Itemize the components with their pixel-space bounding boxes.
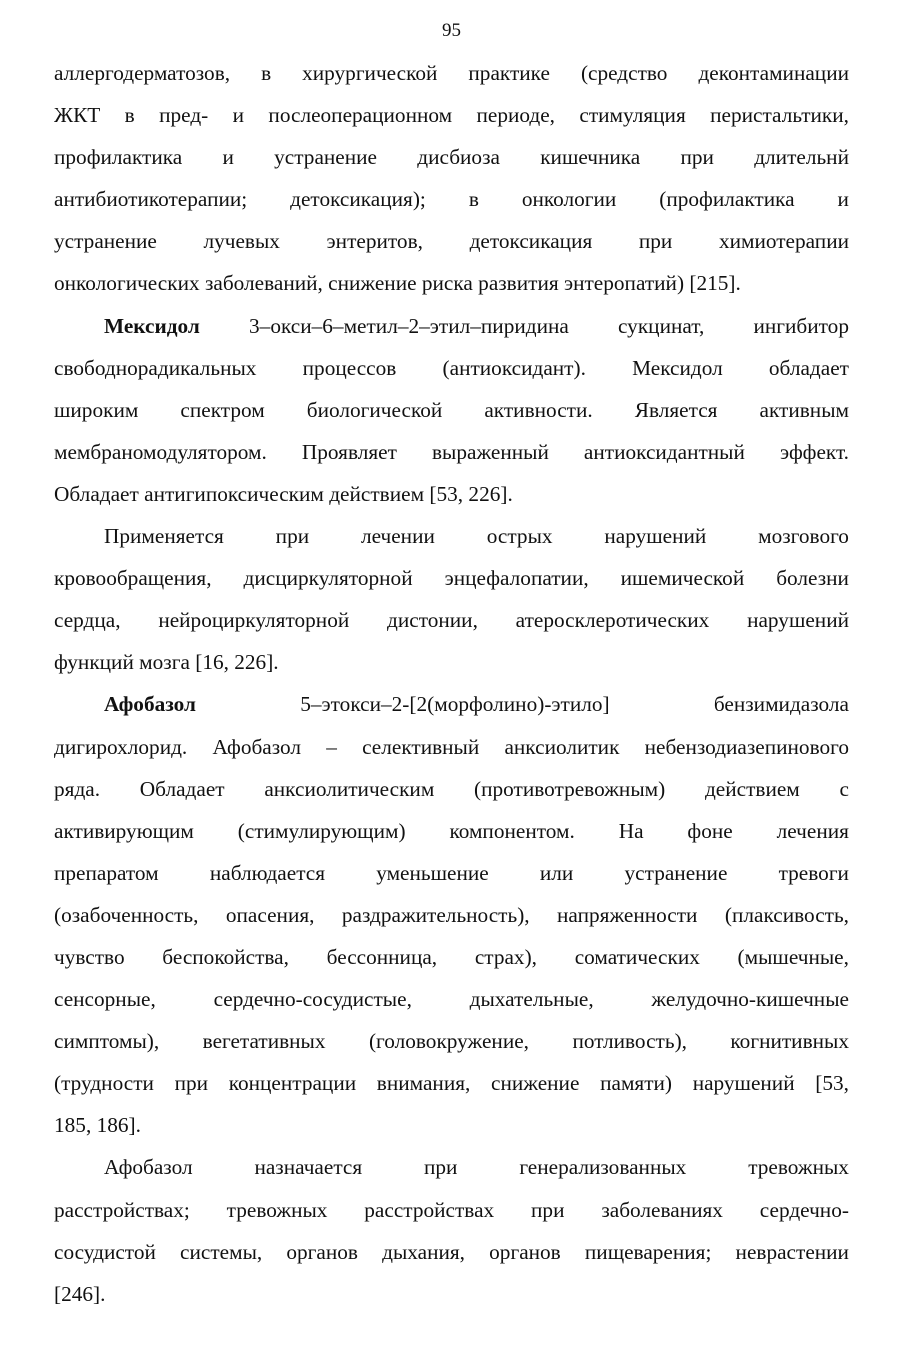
- word: активности.: [484, 397, 593, 422]
- word: длительнй: [754, 145, 849, 170]
- word: выраженный: [432, 439, 549, 464]
- word: острых: [486, 524, 553, 549]
- word: энцефалопатии,: [444, 566, 589, 591]
- text-line: [54, 347, 849, 389]
- word: чувство: [54, 944, 125, 969]
- text-line: [54, 852, 849, 894]
- text-line-last: онкологических заболеваний, снижение риска развития энтеропатий) [215].: [54, 271, 741, 296]
- word: расстройствах;: [54, 1197, 190, 1222]
- word: стимуляция: [579, 103, 686, 128]
- word: ингибитор: [753, 313, 849, 338]
- word: практике: [468, 61, 550, 85]
- text-line-heading: [54, 305, 849, 347]
- word: На: [618, 818, 644, 843]
- word: уменьшение: [376, 860, 489, 885]
- word: генерализованных: [519, 1155, 687, 1180]
- word: послеоперационном: [268, 103, 453, 128]
- word: тревожных: [748, 1155, 849, 1180]
- word: вегетативных: [202, 1029, 326, 1054]
- word: (мышечные,: [737, 944, 849, 969]
- text-line: [54, 178, 849, 220]
- word: Обладает: [139, 776, 225, 801]
- word: (стимулирующим): [237, 818, 406, 843]
- page-body: [54, 52, 849, 1315]
- paragraph-mexidol: [54, 305, 849, 515]
- word: внимания,: [376, 1071, 471, 1096]
- word: при: [174, 1071, 209, 1096]
- word: дистонии,: [387, 608, 478, 633]
- word: сосудистой: [54, 1239, 156, 1264]
- word: желудочно-кишечные: [651, 987, 849, 1012]
- word: и: [222, 145, 234, 170]
- text-line: [54, 557, 849, 599]
- drug-name-heading: Афобазол: [104, 692, 196, 717]
- text-line: [54, 1231, 849, 1273]
- word: анксиолитическим: [264, 776, 435, 801]
- word: болезни: [776, 566, 849, 591]
- word: Афобазол: [104, 1155, 193, 1180]
- text-line: [54, 1146, 849, 1188]
- word: анксиолитик: [504, 734, 620, 759]
- word: деконтаминации: [698, 61, 849, 85]
- word: лечения: [776, 818, 849, 843]
- word: назначается: [254, 1155, 363, 1180]
- text-line: [54, 52, 849, 94]
- word: тревоги: [778, 860, 849, 885]
- text-line: [54, 431, 849, 473]
- text-line: [54, 220, 849, 262]
- word: при: [680, 145, 714, 170]
- word: симптомы),: [54, 1029, 160, 1054]
- word: (озабоченность,: [54, 902, 199, 927]
- word: нарушений: [604, 524, 707, 549]
- word: активным: [759, 397, 849, 422]
- text-line-last: функций мозга [16, 226].: [54, 650, 279, 675]
- word: дигирохлорид.: [54, 734, 188, 759]
- word: (противотревожным): [474, 776, 666, 801]
- word: кишечника: [540, 145, 641, 170]
- word: Применяется: [104, 524, 224, 549]
- word: компонентом.: [449, 818, 575, 843]
- word: сукцинат,: [618, 313, 705, 338]
- word: широким: [54, 397, 139, 422]
- text-line: [54, 515, 849, 557]
- word: онкологии: [521, 187, 617, 212]
- word: нарушений: [747, 608, 849, 633]
- word: устранение: [274, 145, 377, 170]
- word: при: [275, 524, 310, 549]
- word: 3–окси–6–метил–2–этил–пиридина: [249, 313, 569, 338]
- word: органов: [489, 1239, 561, 1264]
- paragraph-afobazol: [54, 683, 849, 1146]
- word: сердца,: [54, 608, 121, 633]
- word: органов: [286, 1239, 358, 1264]
- word: памяти): [600, 1071, 673, 1096]
- word: системы,: [180, 1239, 263, 1264]
- text-line-last: [246].: [54, 1281, 106, 1306]
- word: концентрации: [228, 1071, 357, 1096]
- word: дыхательные,: [469, 987, 594, 1012]
- word: хирургической: [302, 61, 438, 85]
- word: напряженности: [557, 902, 698, 927]
- word: атеросклеротических: [515, 608, 710, 633]
- word: бензимидазола: [713, 692, 849, 717]
- word: и: [232, 103, 245, 128]
- word: и: [837, 187, 849, 212]
- word: периоде,: [476, 103, 556, 128]
- word: потливость),: [572, 1029, 687, 1054]
- word: страх),: [474, 944, 537, 969]
- word: дыхания,: [382, 1239, 465, 1264]
- text-line: [54, 1020, 849, 1062]
- word: соматических: [574, 944, 700, 969]
- word: 5–этокси–2-[2(морфолино)-этило]: [300, 692, 610, 717]
- word: сенсорные,: [54, 987, 156, 1012]
- text-line: [54, 94, 849, 136]
- word: детоксикация);: [290, 187, 426, 212]
- word: в: [124, 103, 135, 128]
- word: активирующим: [54, 818, 194, 843]
- word: заболеваниях: [601, 1197, 723, 1222]
- word: мозгового: [758, 524, 849, 549]
- word: (трудности: [54, 1071, 154, 1096]
- word: ряда.: [54, 776, 101, 801]
- word: профилактика: [54, 145, 183, 170]
- word: в: [468, 187, 479, 212]
- text-line: [54, 726, 849, 768]
- word: процессов: [302, 355, 397, 380]
- text-line: [54, 894, 849, 936]
- word: обладает: [768, 355, 849, 380]
- word: детоксикация: [469, 229, 593, 254]
- word: нарушений: [692, 1071, 795, 1096]
- word: пищеварения;: [584, 1239, 712, 1264]
- word: беспокойства,: [162, 944, 289, 969]
- word: энтеритов,: [326, 229, 423, 254]
- word: (головокружение,: [368, 1029, 529, 1054]
- word: дисциркуляторной: [243, 566, 413, 591]
- word: или: [539, 860, 574, 885]
- text-line: [54, 978, 849, 1020]
- word: антибиотикотерапии;: [54, 187, 248, 212]
- drug-name-heading: Мексидол: [104, 313, 200, 338]
- word: нейроциркуляторной: [158, 608, 350, 633]
- paragraph-intro: [54, 52, 849, 305]
- text-line: [54, 768, 849, 810]
- word: Афобазол: [212, 734, 302, 759]
- word: лучевых: [203, 229, 280, 254]
- word: [53,: [815, 1071, 849, 1096]
- word: свободнорадикальных: [54, 355, 257, 380]
- word: действием: [704, 776, 800, 801]
- word: при: [531, 1197, 565, 1222]
- word: мембраномодулятором.: [54, 439, 267, 464]
- word: спектром: [180, 397, 265, 422]
- text-line: [54, 1189, 849, 1231]
- text-line: [54, 599, 849, 641]
- text-line: [54, 810, 849, 852]
- word: ЖКТ: [54, 103, 101, 128]
- page-number: 95: [442, 20, 461, 41]
- word: опасения,: [225, 902, 315, 927]
- text-line-last: Обладает антигипоксическим действием [53, 226].: [54, 481, 513, 506]
- text-line: [54, 136, 849, 178]
- word: кровообращения,: [54, 566, 212, 591]
- text-line: [54, 1062, 849, 1104]
- word: тревожных: [226, 1197, 328, 1222]
- word: расстройствах: [364, 1197, 495, 1222]
- word: Является: [634, 397, 718, 422]
- word: наблюдается: [209, 860, 326, 885]
- word: с: [839, 776, 849, 801]
- word: Проявляет: [301, 439, 397, 464]
- word: ишемической: [620, 566, 745, 591]
- word: при: [424, 1155, 458, 1180]
- word: устранение: [54, 229, 157, 254]
- word: лечении: [360, 524, 435, 549]
- word: аллергодерматозов,: [54, 61, 231, 85]
- text-line-heading: [54, 683, 849, 725]
- word: (антиоксидант).: [442, 355, 586, 380]
- word: раздражительность),: [341, 902, 530, 927]
- word: Мексидол: [632, 355, 723, 380]
- word: неврастении: [735, 1239, 849, 1264]
- paragraph-mexidol-use: [54, 515, 849, 683]
- word: эффект.: [779, 439, 849, 464]
- word: препаратом: [54, 860, 159, 885]
- word: пред-: [159, 103, 209, 128]
- word: снижение: [491, 1071, 580, 1096]
- word: селективный: [362, 734, 480, 759]
- word: сердечно-: [759, 1197, 849, 1222]
- word: сердечно-сосудистые,: [213, 987, 412, 1012]
- word: –: [326, 734, 337, 759]
- word: (плаксивость,: [724, 902, 849, 927]
- word: бессонница,: [326, 944, 438, 969]
- word: дисбиоза: [417, 145, 500, 170]
- text-line-last: 185, 186].: [54, 1113, 141, 1138]
- text-line: [54, 936, 849, 978]
- word: фоне: [687, 818, 733, 843]
- word: при: [638, 229, 673, 254]
- word: в: [261, 61, 272, 85]
- word: химиотерапии: [718, 229, 849, 254]
- word: перистальтики,: [710, 103, 849, 128]
- paragraph-afobazol-use: [54, 1146, 849, 1314]
- word: когнитивных: [730, 1029, 849, 1054]
- word: антиоксидантный: [583, 439, 745, 464]
- word: (средство: [580, 61, 668, 85]
- word: биологической: [306, 397, 443, 422]
- word: устранение: [624, 860, 728, 885]
- text-line: [54, 389, 849, 431]
- word: небензодиазепинового: [644, 734, 849, 759]
- word: (профилактика: [659, 187, 795, 212]
